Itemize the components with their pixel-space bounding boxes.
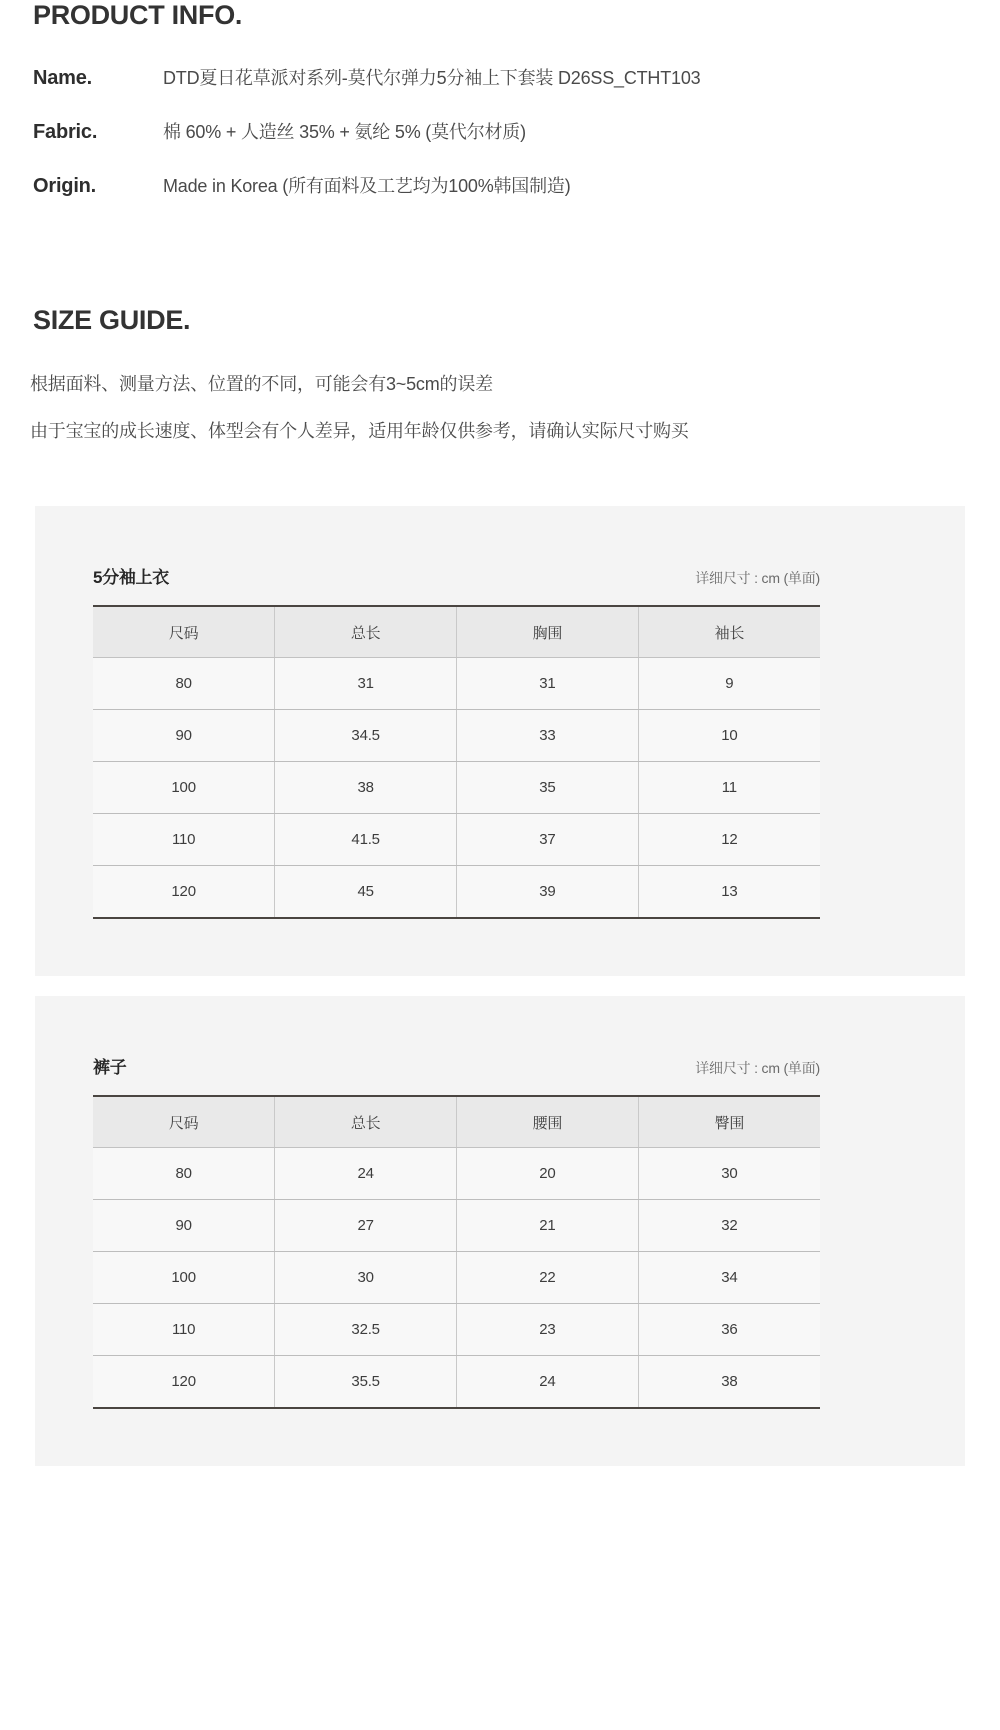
cell-hip: 34 bbox=[638, 1252, 820, 1304]
cell-sleeve: 10 bbox=[638, 710, 820, 762]
cell-size: 100 bbox=[93, 762, 275, 814]
size-table-bottom-body bbox=[93, 1148, 820, 1409]
cell-chest: 37 bbox=[457, 814, 639, 866]
column-header-sleeve: 袖长 bbox=[638, 606, 820, 658]
cell-chest: 33 bbox=[457, 710, 639, 762]
column-header-length: 总长 bbox=[275, 1096, 457, 1148]
table-row bbox=[93, 658, 820, 710]
cell-waist: 24 bbox=[457, 1356, 639, 1409]
cell-chest: 35 bbox=[457, 762, 639, 814]
cell-length: 45 bbox=[275, 866, 457, 919]
cell-length: 34.5 bbox=[275, 710, 457, 762]
product-info-value-origin: Made in Korea (所有面料及工艺均为100%韩国制造) bbox=[163, 176, 571, 196]
product-info-label-fabric: Fabric. bbox=[33, 121, 98, 143]
column-header-hip: 臀围 bbox=[638, 1096, 820, 1148]
cell-size: 120 bbox=[93, 866, 275, 919]
product-info-label-name: Name. bbox=[33, 67, 93, 89]
cell-size: 80 bbox=[93, 658, 275, 710]
column-header-waist: 腰围 bbox=[457, 1096, 639, 1148]
product-info-row-fabric bbox=[33, 120, 973, 174]
table-row bbox=[93, 1252, 820, 1304]
cell-waist: 20 bbox=[457, 1148, 639, 1200]
cell-sleeve: 11 bbox=[638, 762, 820, 814]
cell-chest: 39 bbox=[457, 866, 639, 919]
size-table-wrapper-bottom bbox=[93, 1053, 820, 1409]
cell-sleeve: 13 bbox=[638, 866, 820, 919]
cell-size: 90 bbox=[93, 710, 275, 762]
size-table-unit-note-bottom: 详细尺寸 : cm (单面) bbox=[695, 1060, 820, 1076]
cell-waist: 23 bbox=[457, 1304, 639, 1356]
size-guide-note-growth: 由于宝宝的成长速度、体型会有个人差异，适用年龄仅供参考，请确认实际尺寸购买 bbox=[30, 421, 689, 441]
product-info-list bbox=[33, 66, 973, 228]
cell-size: 90 bbox=[93, 1200, 275, 1252]
table-row bbox=[93, 1200, 820, 1252]
size-guide-heading: SIZE GUIDE. bbox=[33, 305, 191, 335]
table-row bbox=[93, 1304, 820, 1356]
product-info-value-name: DTD夏日花草派对系列-莫代尔弹力5分袖上下套装 D26SS_CTHT103 bbox=[163, 68, 701, 88]
size-table-unit-note-top: 详细尺寸 : cm (单面) bbox=[695, 570, 820, 586]
table-row bbox=[93, 710, 820, 762]
size-table-panel-bottom bbox=[35, 996, 965, 1466]
table-row bbox=[93, 762, 820, 814]
cell-hip: 38 bbox=[638, 1356, 820, 1409]
cell-length: 30 bbox=[275, 1252, 457, 1304]
column-header-size: 尺码 bbox=[93, 1096, 275, 1148]
product-info-row-origin bbox=[33, 174, 973, 228]
cell-hip: 36 bbox=[638, 1304, 820, 1356]
cell-hip: 32 bbox=[638, 1200, 820, 1252]
size-table-top-head bbox=[93, 606, 820, 658]
cell-size: 100 bbox=[93, 1252, 275, 1304]
table-header-row bbox=[93, 1096, 820, 1148]
cell-length: 32.5 bbox=[275, 1304, 457, 1356]
product-info-row-name bbox=[33, 66, 973, 120]
size-guide-notes bbox=[30, 375, 980, 469]
cell-length: 27 bbox=[275, 1200, 457, 1252]
product-info-value-fabric: 棉 60% + 人造丝 35% + 氨纶 5% (莫代尔材质) bbox=[163, 122, 526, 142]
size-table-header-bottom bbox=[93, 1053, 820, 1078]
column-header-length: 总长 bbox=[275, 606, 457, 658]
table-row bbox=[93, 1148, 820, 1200]
size-table-bottom-head bbox=[93, 1096, 820, 1148]
product-info-label-origin: Origin. bbox=[33, 175, 97, 197]
cell-length: 35.5 bbox=[275, 1356, 457, 1409]
size-table-title-bottom: 裤子 bbox=[93, 1058, 127, 1077]
table-row bbox=[93, 1356, 820, 1409]
cell-chest: 31 bbox=[457, 658, 639, 710]
size-table-header-top bbox=[93, 563, 820, 588]
size-table-top bbox=[93, 605, 820, 919]
table-row bbox=[93, 866, 820, 919]
cell-waist: 22 bbox=[457, 1252, 639, 1304]
cell-sleeve: 9 bbox=[638, 658, 820, 710]
size-table-bottom bbox=[93, 1095, 820, 1409]
cell-size: 110 bbox=[93, 814, 275, 866]
cell-length: 38 bbox=[275, 762, 457, 814]
cell-waist: 21 bbox=[457, 1200, 639, 1252]
cell-length: 41.5 bbox=[275, 814, 457, 866]
table-row bbox=[93, 814, 820, 866]
size-table-title-top: 5分袖上衣 bbox=[93, 568, 169, 587]
cell-length: 31 bbox=[275, 658, 457, 710]
cell-size: 80 bbox=[93, 1148, 275, 1200]
cell-length: 24 bbox=[275, 1148, 457, 1200]
column-header-chest: 胸围 bbox=[457, 606, 639, 658]
table-header-row bbox=[93, 606, 820, 658]
cell-sleeve: 12 bbox=[638, 814, 820, 866]
cell-size: 110 bbox=[93, 1304, 275, 1356]
product-info-heading: PRODUCT INFO. bbox=[33, 0, 243, 30]
size-table-panel-top bbox=[35, 506, 965, 976]
size-table-wrapper-top bbox=[93, 563, 820, 919]
size-table-top-body bbox=[93, 658, 820, 919]
column-header-size: 尺码 bbox=[93, 606, 275, 658]
cell-size: 120 bbox=[93, 1356, 275, 1409]
size-guide-note-tolerance: 根据面料、测量方法、位置的不同，可能会有3~5cm的误差 bbox=[30, 374, 493, 394]
cell-hip: 30 bbox=[638, 1148, 820, 1200]
